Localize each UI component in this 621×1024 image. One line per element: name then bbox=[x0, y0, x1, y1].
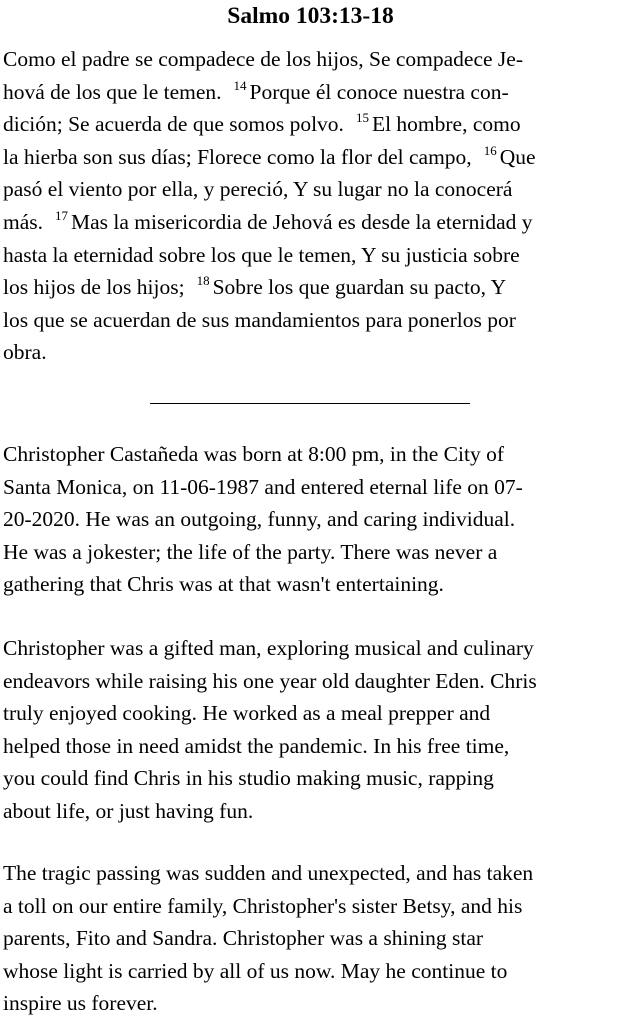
biography-paragraph-1 bbox=[3, 438, 617, 601]
verse-number: 18 bbox=[196, 273, 210, 289]
verse-number: 17 bbox=[55, 207, 69, 223]
psalm-text: más. bbox=[3, 209, 44, 234]
paragraph-line: 20-2020. He was an outgoing, funny, and caring individual. bbox=[3, 507, 516, 532]
psalm-text: la hierba son sus días; Florece como la flor del campo, bbox=[3, 144, 472, 169]
psalm-passage bbox=[3, 43, 617, 369]
paragraph-line: Christopher Castañeda was born at 8:00 pm, in the City of bbox=[3, 442, 504, 466]
psalm-line bbox=[3, 76, 617, 109]
psalm-text: Que bbox=[499, 144, 536, 169]
psalm-line bbox=[3, 108, 617, 141]
psalm-text: Porque él conoce nuestra con- bbox=[249, 79, 509, 104]
paragraph-line: parents, Fito and Sandra. Christopher was a shining star bbox=[3, 926, 484, 951]
psalm-text: Mas la misericordia de Jehová es desde la eternidad y bbox=[71, 209, 533, 234]
psalm-line bbox=[3, 173, 617, 206]
psalm-text: dición; Se acuerda de que somos polvo. bbox=[3, 112, 344, 137]
page-title: Salmo 103:13-18 bbox=[227, 3, 394, 29]
paragraph-line: inspire us forever. bbox=[3, 991, 158, 1016]
psalm-text: Como el padre se compadece de los hijos, Se compadece Je- bbox=[3, 47, 523, 71]
paragraph-line: helped those in need amidst the pandemic. In his free time, bbox=[3, 733, 510, 758]
paragraph-line: a toll on our entire family, Christopher's sister Betsy, and his bbox=[3, 893, 523, 918]
paragraph-line: gathering that Chris was at that wasn't entertaining. bbox=[3, 572, 444, 597]
paragraph-line: endeavors while raising his one year old daughter Eden. Chris bbox=[3, 668, 537, 693]
psalm-line bbox=[3, 43, 617, 76]
paragraph-line: truly enjoyed cooking. He worked as a meal prepper and bbox=[3, 701, 491, 726]
psalm-line bbox=[3, 304, 617, 337]
psalm-text: los hijos de los hijos; bbox=[3, 275, 185, 300]
paragraph-line: you could find Chris in his studio making music, rapping bbox=[3, 766, 494, 791]
biography-paragraph-3 bbox=[3, 857, 617, 1020]
psalm-text: obra. bbox=[3, 340, 47, 365]
psalm-text: los que se acuerdan de sus mandamientos para ponerlos por bbox=[3, 307, 516, 332]
biography-paragraph-2 bbox=[3, 632, 617, 828]
psalm-line bbox=[3, 239, 617, 272]
section-divider bbox=[150, 403, 470, 404]
paragraph-line: Santa Monica, on 11-06-1987 and entered eternal life on 07- bbox=[3, 474, 523, 499]
psalm-line bbox=[3, 141, 617, 174]
psalm-text: hová de los que le temen. bbox=[3, 79, 222, 104]
psalm-text: hasta la eternidad sobre los que le temen, Y su justicia sobre bbox=[3, 242, 520, 267]
verse-number: 15 bbox=[355, 110, 369, 126]
paragraph-line: whose light is carried by all of us now. May he continue to bbox=[3, 958, 508, 983]
psalm-text: Sobre los que guardan su pacto, Y bbox=[212, 275, 507, 300]
psalm-line bbox=[3, 336, 617, 369]
paragraph-line: Christopher was a gifted man, exploring musical and culinary bbox=[3, 636, 534, 660]
verse-number: 14 bbox=[233, 77, 247, 93]
psalm-text: El hombre, como bbox=[371, 112, 521, 137]
psalm-text: pasó el viento por ella, y pereció, Y su lugar no la conocerá bbox=[3, 177, 513, 202]
paragraph-line: The tragic passing was sudden and unexpected, and has taken bbox=[3, 861, 534, 885]
paragraph-line: He was a jokester; the life of the party. There was never a bbox=[3, 539, 498, 564]
verse-number: 16 bbox=[483, 142, 497, 158]
psalm-line bbox=[3, 271, 617, 304]
paragraph-line: about life, or just having fun. bbox=[3, 798, 254, 823]
psalm-line bbox=[3, 206, 617, 239]
